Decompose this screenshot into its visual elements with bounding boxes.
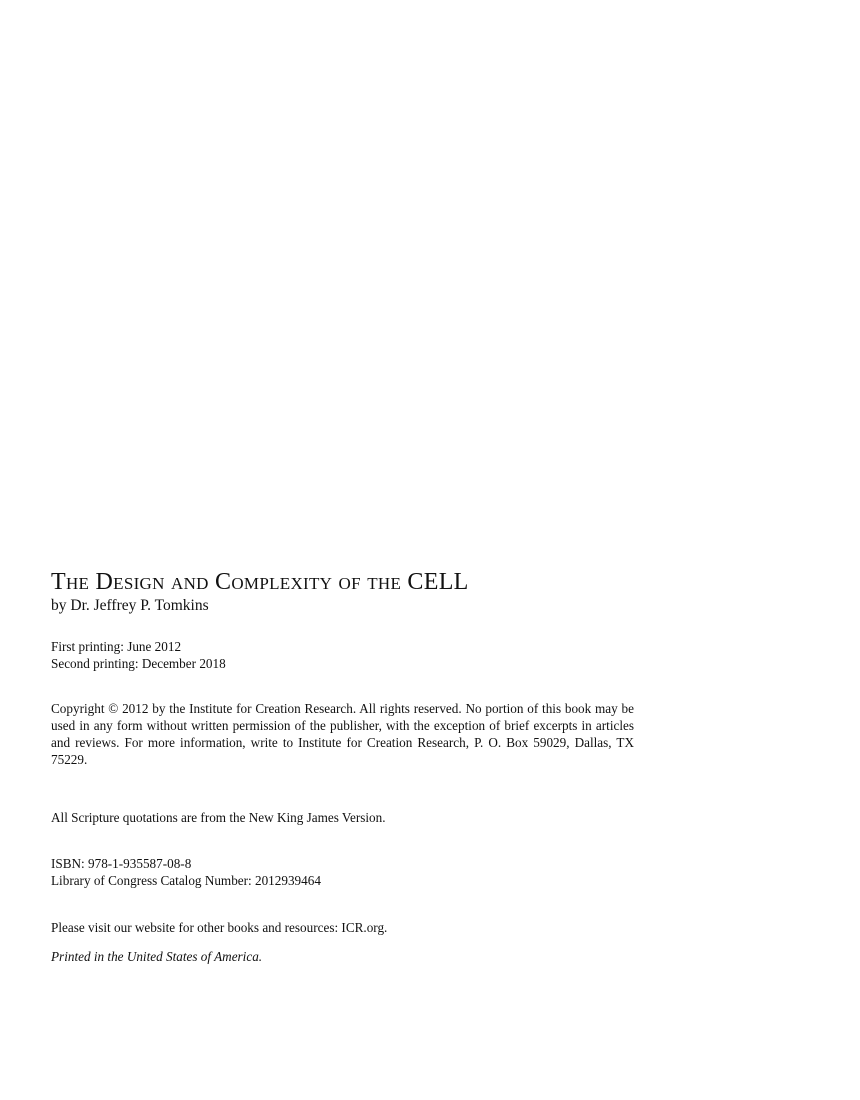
scripture-note: All Scripture quotations are from the New King James Version. <box>51 810 386 825</box>
website-note: Please visit our website for other books and resources: ICR.org. <box>51 920 388 935</box>
book-title: The Design and Complexity of the CELL <box>51 569 469 595</box>
loc-catalog-number: Library of Congress Catalog Number: 2012939464 <box>51 873 321 888</box>
isbn: ISBN: 978-1-935587-08-8 <box>51 856 192 871</box>
printed-in-note: Printed in the United States of America. <box>51 949 263 964</box>
catalog-info <box>51 855 321 889</box>
author-line: by Dr. Jeffrey P. Tomkins <box>51 597 209 614</box>
second-printing: Second printing: December 2018 <box>51 656 226 671</box>
first-printing: First printing: June 2012 <box>51 639 182 654</box>
printing-history <box>51 638 226 672</box>
copyright-notice: Copyright © 2012 by the Institute for Creation Research. All rights reserved. No portion of this book may be used in any form without written permission of the publisher, with the exception of brief excerpts in articles and reviews. For more information, write to Institute for Creation Research, P. O. Box 59029, Dallas, TX 75229. <box>51 701 634 767</box>
